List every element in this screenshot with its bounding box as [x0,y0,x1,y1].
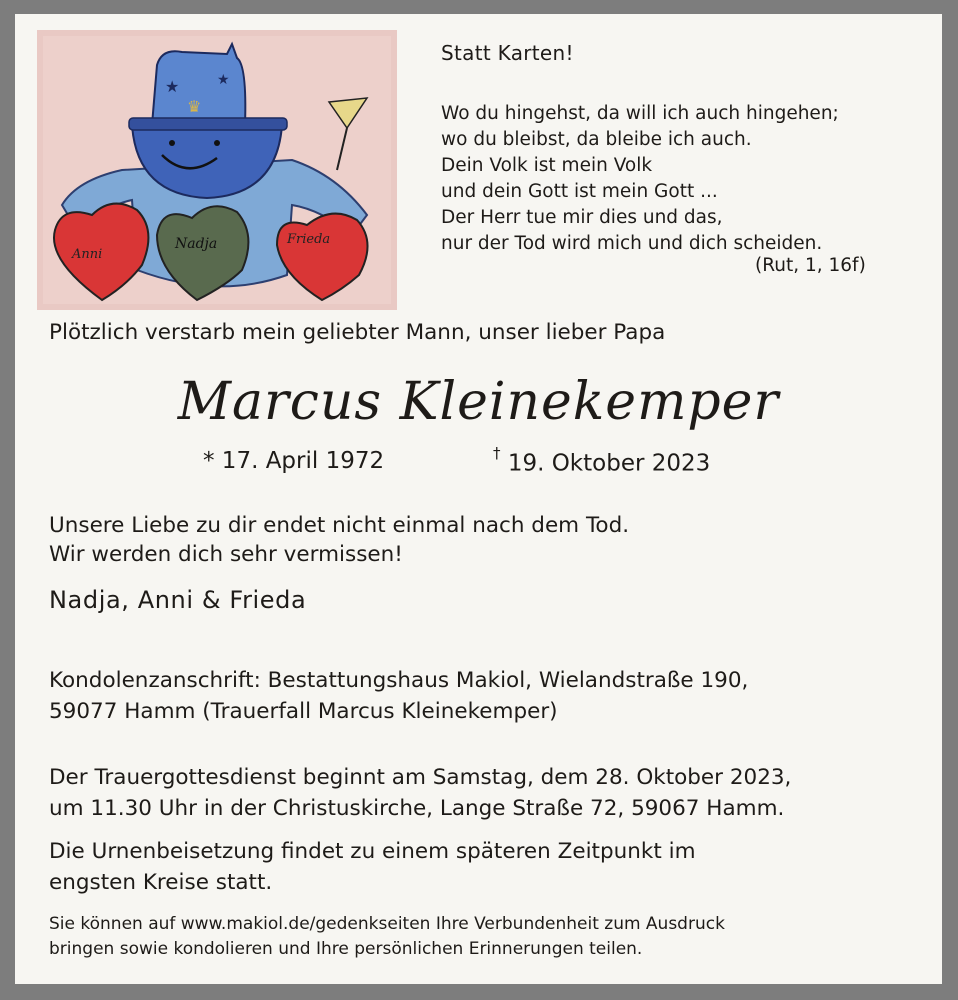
family-signature: Nadja, Anni & Frieda [49,586,307,614]
svg-text:★: ★ [217,72,230,88]
svg-text:♛: ♛ [187,97,202,116]
urn-line: engsten Kreise statt. [49,870,273,895]
service-line: um 11.30 Uhr in der Christuskirche, Lange Straße 72, 59067 Hamm. [49,796,785,821]
verse-line: Wo du hingehst, da will ich auch hingehen; [441,103,839,124]
verse-line: Der Herr tue mir dies und das, [441,207,723,228]
condolence-address [49,665,748,727]
cross-symbol: † [493,444,501,462]
heart-label-anni: Anni [72,247,103,262]
birth-date: * 17. April 1972 [203,448,385,474]
urn-line: Die Urnenbeisetzung findet zu einem späteren Zeitpunkt im [49,839,696,864]
heading: Statt Karten! [441,41,574,65]
online-condolence-note [49,912,725,962]
verse-line: und dein Gott ist mein Gott ... [441,181,718,202]
online-line: Sie können auf www.makiol.de/gedenkseiten Ihre Verbundenheit zum Ausdruck [49,914,725,934]
death-date-line [493,444,711,477]
heart-label-frieda: Frieda [287,232,331,247]
heart-label-nadja: Nadja [175,236,218,252]
verse-line: Dein Volk ist mein Volk [441,155,653,176]
intro-text: Plötzlich verstarb mein geliebter Mann, unser lieber Papa [49,320,666,345]
online-line: bringen sowie kondolieren und Ihre persönlichen Erinnerungen teilen. [49,939,643,959]
verse-reference: (Rut, 1, 16f) [755,255,866,276]
love-line: Wir werden dich sehr vermissen! [49,542,403,567]
svg-text:★: ★ [165,77,180,96]
condolence-line: 59077 Hamm (Trauerfall Marcus Kleinekemper) [49,699,558,724]
service-info [49,762,791,824]
urn-burial-info [49,836,696,898]
love-line: Unsere Liebe zu dir endet nicht einmal nach dem Tod. [49,513,630,538]
death-date: 19. Oktober 2023 [507,450,711,477]
verse-line: nur der Tod wird mich und dich scheiden. [441,233,823,254]
deceased-name: Marcus Kleinekemper [177,372,780,432]
child-drawing [37,30,397,310]
condolence-line: Kondolenzanschrift: Bestattungshaus Makiol, Wielandstraße 190, [49,668,749,693]
obituary-card [15,14,942,984]
verse-line: wo du bleibst, da bleibe ich auch. [441,129,752,150]
service-line: Der Trauergottesdienst beginnt am Samstag, dem 28. Oktober 2023, [49,765,792,790]
love-message [49,511,629,569]
verse [441,101,839,257]
